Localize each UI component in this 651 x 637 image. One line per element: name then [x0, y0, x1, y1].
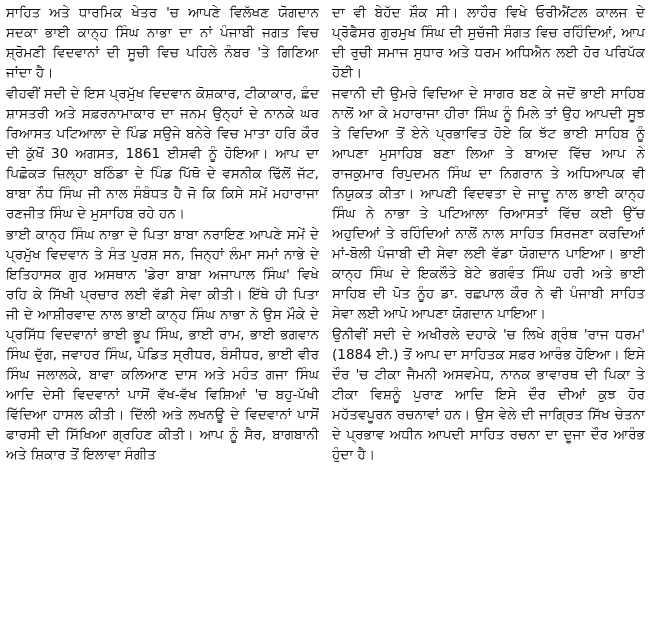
article-paragraph: ਸਾਹਿਤ ਅਤੇ ਧਾਰਮਿਕ ਖੇਤਰ 'ਚ ਆਪਣੇ ਵਿਲੱਖਣ ਯੋਗਦਾਨ ਸਦਕਾ ਭਾਈ ਕਾਨ੍ਹ ਸਿੰਘ ਨਾਭਾ ਦਾ ਨਾਂ ਪੰਜਾਬੀ ਜਗਤ ਵਿਚ ਸ਼੍ਰੋਮਣੀ ਵਿਦਵਾਨਾਂ ਦੀ ਸੂਚੀ ਵਿਚ ਪਹਿਲੇ ਨੰਬਰ 'ਤੇ ਗਿਣਿਆ ਜਾਂਦਾ ਹੈ।: [6, 5, 319, 81]
column-gutter: [325, 3, 326, 637]
article-paragraph: ਉਨੀਵੀਂ ਸਦੀ ਦੇ ਅਖੀਰਲੇ ਦਹਾਕੇ 'ਚ ਲਿਖੇ ਗ੍ਰੰਥ 'ਰਾਜ ਧਰਮ' (1884 ਈ.) ਤੋਂ ਆਪ ਦਾ ਸਾਹਿਤਕ ਸਫ਼ਰ ਆਰੰਭ ਹੋਇਆ। ਇਸੇ ਦੌਰ 'ਚ ਟੀਕਾ ਜੈਮਨੀ ਅਸਵਮੇਧ, ਨਾਨਕ ਭਾਵਾਰਥ ਦੀ ਪਿਕਾ ਤੇ ਟੀਕਾ ਵਿਸ਼ਨੂੰ ਪੁਰਾਣ ਆਦਿ ਇਸੇ ਦੌਰ ਦੀਆਂ ਕੁਝ ਹੋਰ ਮਹੱਤਵਪੂਰਨ ਰਚਨਾਵਾਂ ਹਨ। ਉਸ ਵੇਲੇ ਦੀ ਜਾਗ੍ਰਿਤ ਸਿੱਖ ਚੇਤਨਾ ਦੇ ਪ੍ਰਭਾਵ ਅਧੀਨ ਆਪਦੀ ਸਾਹਿਤ ਰਚਨਾ ਦਾ ਦੂਜਾ ਦੌਰ ਆਰੰਭ ਹੁੰਦਾ ਹੈ।: [332, 327, 645, 463]
article-paragraph: ਜਵਾਨੀ ਦੀ ਉਮਰੇ ਵਿਦਿਆ ਦੇ ਸਾਗਰ ਬਣ ਕੇ ਜਦੋਂ ਭਾਈ ਸਾਹਿਬ ਨਾਲੋਂ ਆ ਕੇ ਮਹਾਰਾਜਾ ਹੀਰਾ ਸਿੰਘ ਨੂੰ ਮਿਲੇ ਤਾਂ ਉਹ ਆਪਦੀ ਸੂਝ ਤੇ ਵਿਦਿਆ ਤੋਂ ਏਨੇ ਪ੍ਰਭਾਵਿਤ ਹੋਏ ਕਿ ਝੱਟ ਭਾਈ ਸਾਹਿਬ ਨੂੰ ਆਪਣਾ ਮੁਸਾਹਿਬ ਬਣਾ ਲਿਆ ਤੇ ਬਾਅਦ ਵਿੱਚ ਆਪ ਨੇ ਰਾਜਕੁਮਾਰ ਰਿਪੁਦਮਨ ਸਿੰਘ ਦਾ ਨਿਗਰਾਨ ਤੇ ਅਧਿਆਪਕ ਵੀ ਨਿਯੁਕਤ ਕੀਤਾ। ਆਪਣੀ ਵਿਦਵਤਾ ਦੇ ਜਾਦੂ ਨਾਲ ਭਾਈ ਕਾਨ੍ਹ ਸਿੰਘ ਨੇ ਨਾਭਾ ਤੇ ਪਟਿਆਲਾ ਰਿਆਸਤਾਂ ਵਿੱਚ ਕਈ ਉੱਚ ਅਹੁਦਿਆਂ ਤੇ ਰਹਿੰਦਿਆਂ ਨਾਲੋਂ ਨਾਲ ਸਾਹਿਤ ਸਿਰਜਣਾ ਕਰਦਿਆਂ ਮਾਂ-ਬੋਲੀ ਪੰਜਾਬੀ ਦੀ ਸੇਵਾ ਲਈ ਵੱਡਾ ਯੋਗਦਾਨ ਪਾਇਆ। ਭਾਈ ਕਾਨ੍ਹ ਸਿੰਘ ਦੇ ਇਕਲੌਤੇ ਬੇਟੇ ਭਗਵੰਤ ਸਿੰਘ ਹਰੀ ਅਤੇ ਭਾਈ ਸਾਹਿਬ ਦੀ ਪੋਤ ਨੂੰਹ ਡਾ. ਰਛਪਾਲ ਕੌਰ ਨੇ ਵੀ ਪੰਜਾਬੀ ਸਾਹਿਤ ਸੇਵਾ ਲਈ ਆਪੋ ਆਪਣਾ ਯੋਗਦਾਨ ਪਾਇਆ।: [332, 86, 645, 322]
article-paragraph: ਵੀਹਵੀਂ ਸਦੀ ਦੇ ਇਸ ਪ੍ਰਮੁੱਖ ਵਿਦਵਾਨ ਕੋਸ਼ਕਾਰ, ਟੀਕਾਕਾਰ, ਛੰਦ ਸ਼ਾਸਤਰੀ ਅਤੇ ਸਫ਼ਰਨਾਮਾਕਾਰ ਦਾ ਜਨਮ ਉਨ੍ਹਾਂ ਦੇ ਨਾਨਕੇ ਘਰ ਰਿਆਸਤ ਪਟਿਆਲਾ ਦੇ ਪਿੰਡ ਸਉਜੇ ਬਨੇਰੇ ਵਿਚ ਮਾਤਾ ਹਰਿ ਕੌਰ ਦੀ ਕੁੱਖੋਂ 30 ਅਗਸਤ, 1861 ਈਸਵੀ ਨੂੰ ਹੋਇਆ। ਆਪ ਦਾ ਪਿਛੋਕੜ ਜ਼ਿਲ੍ਹਾ ਬਠਿੰਡਾ ਦੇ ਪਿੰਡ ਪਿੱਥੋ ਦੇ ਵਸਨੀਕ ਢਿੱਲੋਂ ਜੱਟ, ਬਾਬਾ ਨੌਧ ਸਿੰਘ ਜੀ ਨਾਲ ਸੰਬੰਧਤ ਹੈ ਜੋ ਕਿ ਕਿਸੇ ਸਮੇਂ ਮਹਾਰਾਜਾ ਰਣਜੀਤ ਸਿੰਘ ਦੇ ਮੁਸਾਹਿਬ ਰਹੇ ਹਨ।: [6, 86, 319, 222]
article-paragraph: ਦਾ ਵੀ ਬੇਹੱਦ ਸ਼ੌਕ ਸੀ। ਲਾਹੌਰ ਵਿਖੇ ਓਰੀਐਂਟਲ ਕਾਲਜ ਦੇ ਪ੍ਰੋਫੈਸਰ ਗੁਰਮੁਖ ਸਿੰਘ ਦੀ ਸੁਚੱਜੀ ਸੰਗਤ ਵਿਚ ਰਹਿੰਦਿਆਂ, ਆਪ ਦੀ ਰੁਚੀ ਸਮਾਜ ਸੁਧਾਰ ਅਤੇ ਧਰਮ ਅਧਿਐਨ ਲਈ ਹੋਰ ਪਰਿਪੱਕ ਹੋਈ।: [332, 5, 645, 81]
article-left-column: [6, 3, 319, 637]
article-paragraph: ਭਾਈ ਕਾਨ੍ਹ ਸਿੰਘ ਨਾਭਾ ਦੇ ਪਿਤਾ ਬਾਬਾ ਨਰਾਇਣ ਆਪਣੇ ਸਮੇਂ ਦੇ ਪ੍ਰਮੁੱਖ ਵਿਦਵਾਨ ਤੇ ਸੰਤ ਪੁਰਸ਼ ਸਨ, ਜਿਨ੍ਹਾਂ ਲੰਮਾ ਸਮਾਂ ਨਾਭੇ ਦੇ ਇਤਿਹਾਸਕ ਗੁਰ ਅਸਥਾਨ 'ਡੇਰਾ ਬਾਬਾ ਅਜਾਪਾਲ ਸਿੰਘ' ਵਿਖੇ ਰਹਿ ਕੇ ਸਿੱਖੀ ਪ੍ਰਚਾਰ ਲਈ ਵੱਡੀ ਸੇਵਾ ਕੀਤੀ। ਇੱਥੇ ਹੀ ਪਿਤਾ ਜੀ ਦੇ ਆਸ਼ੀਰਵਾਦ ਨਾਲ ਭਾਈ ਕਾਨ੍ਹ ਸਿੰਘ ਨਾਭਾ ਨੇ ਉਸ ਮੌਕੇ ਦੇ ਪ੍ਰਸਿੱਧ ਵਿਦਵਾਨਾਂ ਭਾਈ ਭੂਪ ਸਿੰਘ, ਭਾਈ ਰਾਮ, ਭਾਈ ਭਗਵਾਨ ਸਿੰਘ ਦੁੱਗ, ਜਵਾਹਰ ਸਿੰਘ, ਪੰਡਿਤ ਸ੍ਰੀਧਰ, ਬੰਸੀਧਰ, ਭਾਈ ਵੀਰ ਸਿੰਘ ਜਲਾਲਕੇ, ਬਾਵਾ ਕਲਿਆਣ ਦਾਸ ਅਤੇ ਮਹੰਤ ਗਜਾ ਸਿੰਘ ਆਦਿ ਦੇਸੀ ਵਿਦਵਾਨਾਂ ਪਾਸੋਂ ਵੱਖ-ਵੱਖ ਵਿਸ਼ਿਆਂ 'ਚ ਬਹੁ-ਪੱਖੀ ਵਿੱਦਿਆ ਹਾਸਲ ਕੀਤੀ। ਦਿੱਲੀ ਅਤੇ ਲਖਨਊ ਦੇ ਵਿਦਵਾਨਾਂ ਪਾਸੋਂ ਫਾਰਸੀ ਦੀ ਸਿੱਖਿਆ ਗ੍ਰਹਿਣ ਕੀਤੀ। ਆਪ ਨੂੰ ਸੈਰ, ਬਾਗਬਾਨੀ ਅਤੇ ਸ਼ਿਕਾਰ ਤੋਂ ਇਲਾਵਾ ਸੰਗੀਤ: [6, 227, 319, 463]
article-right-column: [332, 3, 645, 637]
